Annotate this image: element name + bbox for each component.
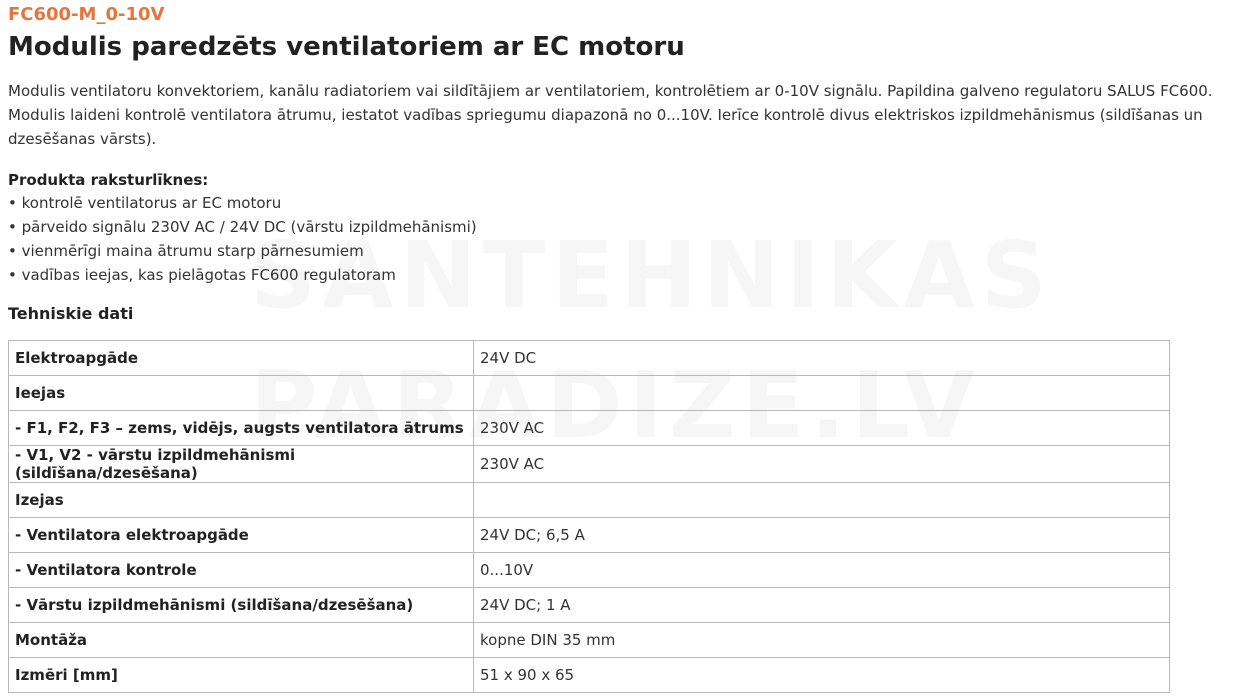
spec-value: kopne DIN 35 mm bbox=[474, 623, 1170, 658]
table-row bbox=[9, 518, 1170, 553]
product-code: FC600-M_0-10V bbox=[8, 4, 165, 25]
features-title: Produkta raksturlīknes: bbox=[8, 171, 209, 189]
table-row bbox=[9, 446, 1170, 483]
table-row bbox=[9, 483, 1170, 518]
features-list bbox=[8, 191, 477, 287]
spec-label: Montāža bbox=[9, 623, 474, 658]
spec-value: 24V DC bbox=[474, 341, 1170, 376]
spec-label: - F1, F2, F3 – zems, vidējs, augsts ventilatora ātrums bbox=[9, 411, 474, 446]
spec-label: - Vārstu izpildmehānismi (sildīšana/dzesēšana) bbox=[9, 588, 474, 623]
spec-label: - V1, V2 - vārstu izpildmehānismi (sildīšana/dzesēšana) bbox=[9, 446, 474, 483]
table-row bbox=[9, 376, 1170, 411]
spec-label: Elektroapgāde bbox=[9, 341, 474, 376]
spec-label: Izmēri [mm] bbox=[9, 658, 474, 693]
spec-value: 230V AC bbox=[474, 411, 1170, 446]
feature-item: • vienmērīgi maina ātrumu starp pārnesumiem bbox=[8, 242, 364, 260]
spec-value: 51 x 90 x 65 bbox=[474, 658, 1170, 693]
table-row bbox=[9, 588, 1170, 623]
spec-value: 24V DC; 1 A bbox=[474, 588, 1170, 623]
product-description: Modulis ventilatoru konvektoriem, kanālu radiatoriem vai sildītājiem ar ventilatoriem, kontrolētiem ar 0-10V signālu. Papildina galveno regulatoru SALUS FC600. Modulis laideni kontrolē ventilatora ātrumu, iestatot vadības spriegumu diapazonā no 0...10V. Ierīce kontrolē divus elektriskos izpildmehānismus (sildīšanas un dzesēšanas vārsts). bbox=[8, 82, 1213, 148]
feature-item: • vadības ieejas, kas pielāgotas FC600 regulatoram bbox=[8, 266, 396, 284]
spec-value: 0...10V bbox=[474, 553, 1170, 588]
spec-table bbox=[8, 340, 1170, 693]
spec-value: 230V AC bbox=[474, 446, 1170, 483]
spec-value: 24V DC; 6,5 A bbox=[474, 518, 1170, 553]
table-row bbox=[9, 341, 1170, 376]
spec-label: - Ventilatora elektroapgāde bbox=[9, 518, 474, 553]
feature-item: • kontrolē ventilatorus ar EC motoru bbox=[8, 194, 282, 212]
spec-value bbox=[474, 483, 1170, 518]
table-row bbox=[9, 623, 1170, 658]
table-row bbox=[9, 658, 1170, 693]
feature-item: • pārveido signālu 230V AC / 24V DC (vārstu izpildmehānismi) bbox=[8, 218, 477, 236]
tech-data-title: Tehniskie dati bbox=[8, 304, 134, 323]
spec-label: - Ventilatora kontrole bbox=[9, 553, 474, 588]
spec-value bbox=[474, 376, 1170, 411]
page-title: Modulis paredzēts ventilatoriem ar EC motoru bbox=[8, 32, 685, 62]
spec-label: Ieejas bbox=[9, 376, 474, 411]
table-row bbox=[9, 553, 1170, 588]
table-row bbox=[9, 411, 1170, 446]
spec-label: Izejas bbox=[9, 483, 474, 518]
